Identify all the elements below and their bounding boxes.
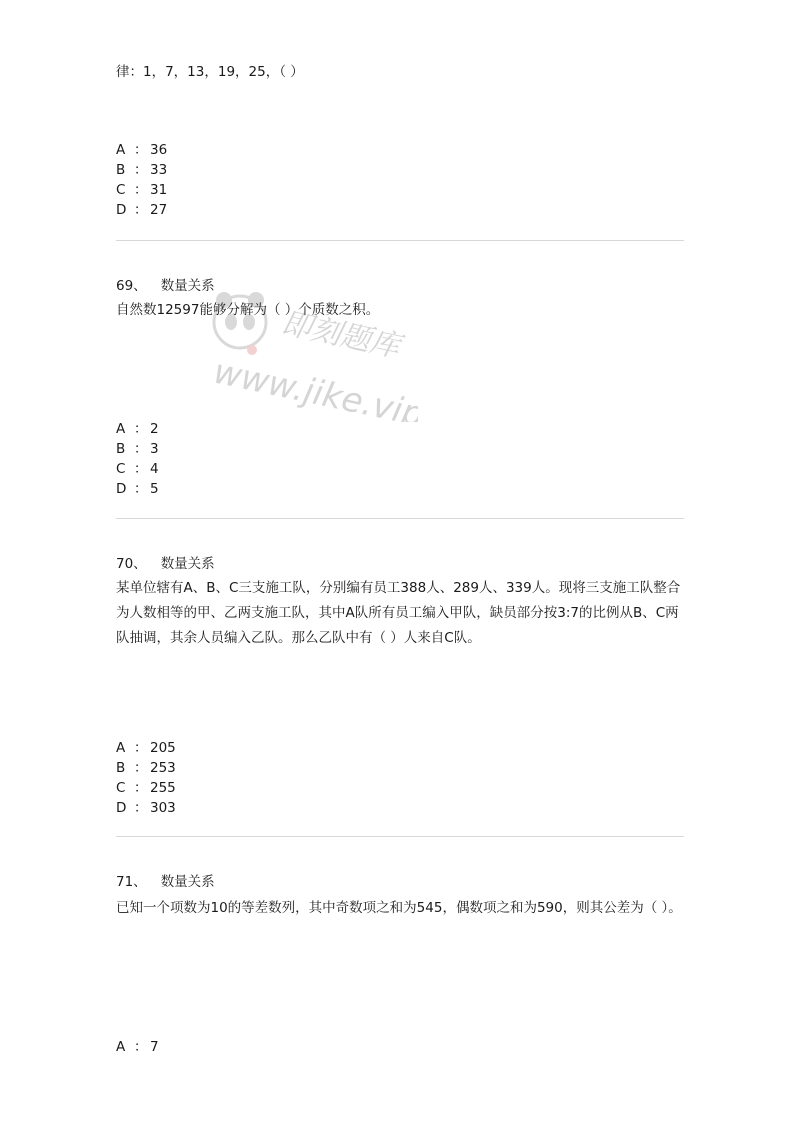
question-category: 数量关系 bbox=[160, 278, 215, 294]
option-c[interactable]: C ： 4 bbox=[116, 461, 159, 477]
option-d[interactable]: D ： 27 bbox=[116, 202, 168, 218]
question-69-header bbox=[116, 276, 215, 296]
watermark-url: www.jike.vip bbox=[210, 351, 418, 422]
divider bbox=[116, 518, 684, 519]
question-68-options bbox=[116, 140, 167, 220]
option-c[interactable]: C ： 255 bbox=[116, 780, 176, 796]
question-71-text: 已知一个项数为10的等差数列，其中奇数项之和为545，偶数项之和为590，则其公差为（ ）。 bbox=[116, 900, 682, 916]
question-70-options bbox=[116, 738, 176, 818]
option-d[interactable]: D ： 5 bbox=[116, 481, 159, 497]
divider bbox=[116, 836, 684, 837]
option-a[interactable]: A ： 36 bbox=[116, 142, 168, 158]
watermark-graphic bbox=[208, 282, 418, 422]
question-number: 69、 bbox=[116, 278, 147, 294]
question-69-options bbox=[116, 419, 159, 499]
option-b[interactable]: B ： 253 bbox=[116, 760, 176, 776]
question-71-options bbox=[116, 1037, 159, 1057]
question-number: 70、 bbox=[116, 556, 147, 572]
question-70-text: 某单位辖有A、B、C三支施工队，分别编有员工388人、289人、339人。现将三支施工队整合为人数相等的甲、乙两支施工队，其中A队所有员工编入甲队，缺员部分按3:7的比例从B、C两队抽调，其余人员编入乙队。那么乙队中有（ ）人来自C队。 bbox=[116, 580, 681, 646]
option-b[interactable]: B ： 33 bbox=[116, 162, 168, 178]
question-68-text-tail: 律：1，7，13，19，25，（ ） bbox=[116, 64, 304, 80]
option-b[interactable]: B ： 3 bbox=[116, 441, 159, 457]
panda-logo-icon bbox=[214, 292, 266, 355]
question-number: 71、 bbox=[116, 874, 147, 890]
question-71-header bbox=[116, 872, 215, 892]
divider bbox=[116, 240, 684, 241]
question-category: 数量关系 bbox=[160, 874, 215, 890]
question-69-text: 自然数12597能够分解为（ ）个质数之积。 bbox=[116, 302, 380, 318]
question-category: 数量关系 bbox=[160, 556, 215, 572]
option-d[interactable]: D ： 303 bbox=[116, 800, 176, 816]
option-c[interactable]: C ： 31 bbox=[116, 182, 168, 198]
watermark bbox=[208, 282, 418, 422]
question-70-header bbox=[116, 554, 215, 574]
option-a[interactable]: A ： 205 bbox=[116, 740, 176, 756]
watermark-brand: 即刻题库 bbox=[278, 305, 403, 365]
option-a[interactable]: A ： 7 bbox=[116, 1039, 159, 1055]
option-a[interactable]: A ： 2 bbox=[116, 421, 159, 437]
